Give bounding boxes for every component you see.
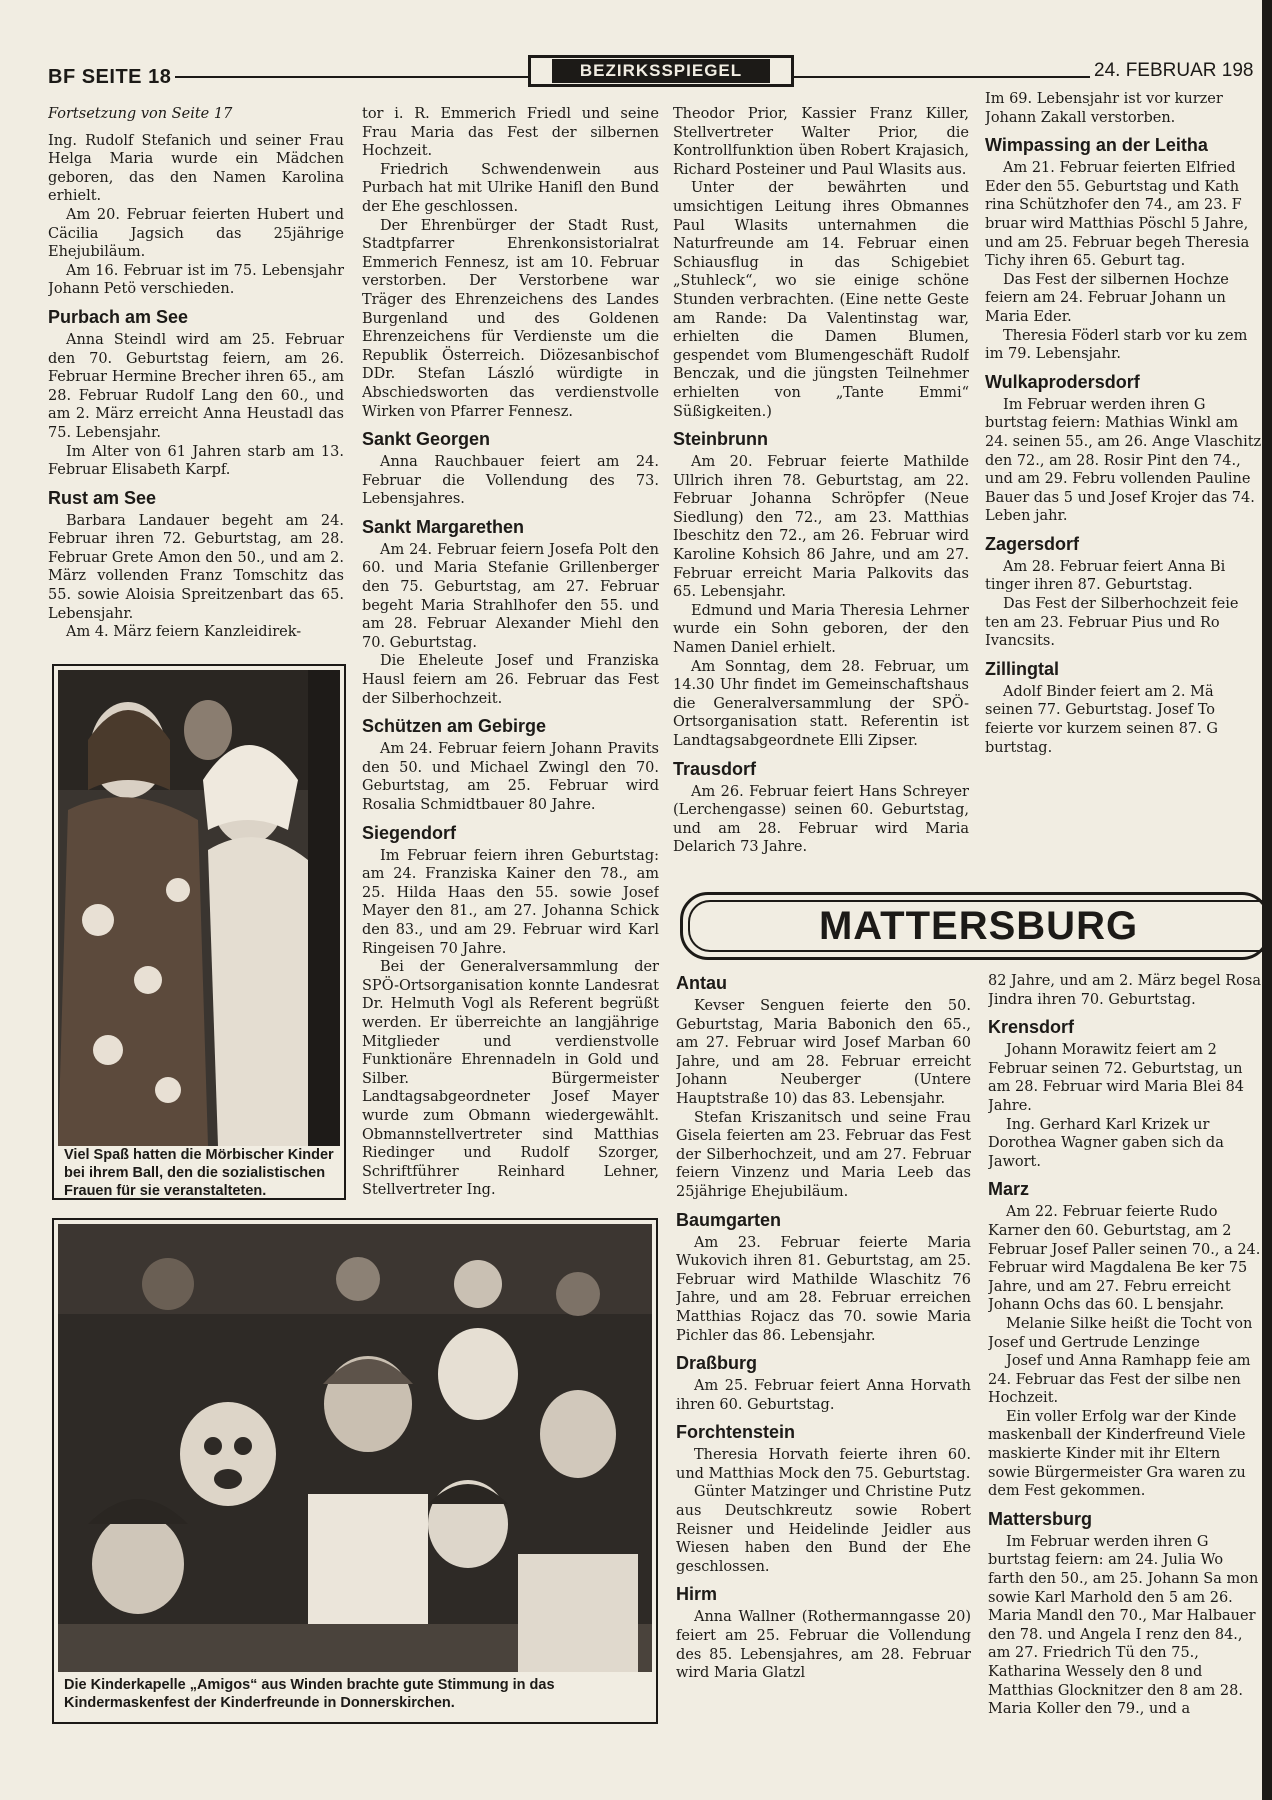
- article-paragraph: Am 21. Februar feierten Elfried Eder den 55. Geburtstag und Kath rina Schützhofer den 74., am 23. F bruar wird Matthias Pöschl 5 Jahre, und am 25. Februar begeh Theresia Tichy ihren 65. Geburt tag.: [985, 160, 1250, 270]
- article-paragraph: Stefan Kriszanitsch und seine Frau Gisela feierten am 23. Februar das Fest der Silberhochzeit, und am 27. Februar feiern Vinzenz und Maria Leeb das 25jährige Ehejubiläum.: [676, 1109, 971, 1200]
- article-paragraph: Unter der bewährten und umsichtigen Leitung ihres Obmannes Paul Wlasits unternahmen die Naturfreunde am 14. Februar einen Schiausflug in das Schigebiet „Stuhleck“, wo sie einige schöne Stunden verbrachten. (Eine nette Geste am Rande: Da Valentinstag war, erhielten die Damen Blumen, gespendet vom Blumengeschäft Rudolf Benczak, und die jüngsten Teilnehmer erhielten von „Tante Emmi“ Süßigkeiten.): [673, 180, 969, 420]
- article-paragraph: Ing. Gerhard Karl Krizek ur Dorothea Wagner gaben sich da Jawort.: [988, 1116, 1224, 1170]
- heading-schuetzen: Schützen am Gebirge: [362, 716, 547, 737]
- heading-rust: Rust am See: [48, 487, 157, 508]
- article-paragraph: Am 20. Februar feierten Hubert und Cäcilia Jagsich das 25jährige Ehejubiläum.: [48, 206, 344, 261]
- heading-sankt-margarethen: Sankt Margarethen: [362, 516, 525, 537]
- heading-zagersdorf: Zagersdorf: [985, 533, 1080, 554]
- article-paragraph: tor i. R. Emmerich Friedl und seine Frau Maria das Fest der silbernen Hochzeit.: [362, 106, 659, 160]
- heading-wimpassing: Wimpassing an der Leitha: [985, 135, 1208, 156]
- photo-caption: Die Kinderkapelle „Amigos“ aus Winden brachte gute Stimmung in das Kindermaskenfest der Kinderfreunde in Donnerskirchen.: [64, 1677, 555, 1711]
- article-paragraph: Am 20. Februar feierte Mathilde Ullrich ihren 78. Geburtstag, am 22. Februar Johanna Schröpfer (Neue Siedlung) den 72., am 23. Matthias Ibeschitz den 72., am 26. Februar wird Karoline Kohsich 86 Jahre, und am 27. Februar erreicht Maria Palkovits das 65. Lebensjahr.: [673, 454, 969, 601]
- heading-zillingtal: Zillingtal: [985, 658, 1059, 679]
- article-paragraph: Friedrich Schwendenwein aus Purbach hat mit Ulrike Hanifl den Bund der Ehe geschlossen.: [362, 161, 659, 215]
- column-6: [988, 972, 1263, 1740]
- article-paragraph: Im 69. Lebensjahr ist vor kurzer Johann Zakall verstorben.: [985, 91, 1223, 126]
- heading-marz: Marz: [988, 1179, 1030, 1200]
- photo-image: [58, 670, 340, 1146]
- header-rule-left: [175, 76, 528, 78]
- article-paragraph: Am 4. März feiern Kanzleidirek-: [66, 624, 302, 641]
- heading-baumgarten: Baumgarten: [676, 1209, 782, 1230]
- heading-antau: Antau: [676, 973, 727, 993]
- article-paragraph: Melanie Silke heißt die Tocht von Josef und Gertrude Lenzinge: [988, 1315, 1253, 1351]
- heading-sankt-georgen: Sankt Georgen: [362, 429, 491, 450]
- continued-note: Fortsetzung von Seite 17: [48, 106, 233, 122]
- heading-forchtenstein: Forchtenstein: [676, 1422, 796, 1443]
- section-title-box: [528, 55, 794, 87]
- children-costume-photo: [58, 670, 340, 1146]
- article-paragraph: Am 23. Februar feierte Maria Wukovich ihren 81. Geburtstag, am 25. Februar wird Mathilde Wlaschitz 76 Jahre, und am 28. Februar erreichen Matthias Rojacz das 70. sowie Maria Pichler das 86. Lebensjahr.: [676, 1234, 971, 1344]
- mattersburg-banner: [680, 892, 1270, 960]
- section-title: BEZIRKSSPIEGEL: [552, 59, 770, 83]
- photo-moerbisch-ball: [52, 664, 346, 1200]
- page-label: BF SEITE 18: [48, 66, 172, 88]
- article-paragraph: Am 28. Februar feiert Anna Bi tinger ihren 87. Geburtstag.: [985, 558, 1226, 594]
- article-paragraph: 82 Jahre, und am 2. März begel Rosa Jindra ihren 70. Geburtstag.: [988, 973, 1261, 1008]
- article-paragraph: Anna Rauchbauer feiert am 24. Februar die Vollendung des 73. Lebensjahres.: [362, 454, 659, 508]
- mattersburg-banner-inner: [688, 900, 1267, 952]
- article-paragraph: Das Fest der Silberhochzeit feie ten am 23. Februar Pius und Ro Ivancsits.: [985, 596, 1239, 650]
- article-paragraph: Günter Matzinger und Christine Putz aus Deutschkreutz sowie Robert Reisner und Heidelinde Jeidler aus Wiesen haben den Bund der Ehe geschlossen.: [676, 1484, 971, 1575]
- column-5: [676, 972, 971, 1740]
- column-1: [48, 105, 344, 657]
- article-paragraph: Kevser Senguen feierte den 50. Geburtstag, Maria Babonich den 65., am 27. Februar wird Josef Marban 60 Jahre, und am 28. Februar erreicht Johann Neuberger (Untere Hauptstraße 10) das 83. Lebensjahr.: [676, 998, 971, 1107]
- article-paragraph: Am 25. Februar feiert Anna Horvath ihren 60. Geburtstag.: [676, 1378, 971, 1413]
- heading-mattersburg: Mattersburg: [988, 1508, 1093, 1529]
- heading-wulkaprodersdorf: Wulkaprodersdorf: [985, 371, 1140, 392]
- heading-siegendorf: Siegendorf: [362, 822, 457, 843]
- article-paragraph: Edmund und Maria Theresia Lehrner wurde ein Sohn geboren, der den Namen Daniel erhielt.: [673, 602, 969, 657]
- masked-children-photo: [58, 1224, 652, 1672]
- article-paragraph: Theodor Prior, Kassier Franz Killer, Stellvertreter Walter Prior, die Kontrollfunktion üben Robert Krajasich, Richard Posteiner und Paul Wlasits aus.: [673, 106, 969, 178]
- article-paragraph: Am 24. Februar feiern Johann Pravits den 50. und Michael Zwingl den 70. Geburtstag, am 25. Februar wird Rosalia Schmidtbauer 80 Jahre.: [362, 741, 659, 813]
- issue-date: 24. FEBRUAR 198: [1094, 60, 1254, 81]
- article-paragraph: Am Sonntag, dem 28. Februar, um 14.30 Uhr findet im Gemeinschaftshaus die Generalversammlung der SPÖ-Ortsorganisation statt. Referentin ist Landtagsabgeordnete Elli Zipser.: [673, 658, 969, 749]
- article-paragraph: Josef und Anna Ramhapp feie am 24. Februar das Fest der silbe nen Hochzeit.: [988, 1353, 1251, 1407]
- article-paragraph: Am 26. Februar feiert Hans Schreyer (Lerchengasse) seinen 60. Geburtstag, und am 28. Februar wird Maria Delarich 73 Jahre.: [673, 783, 969, 856]
- heading-trausdorf: Trausdorf: [673, 758, 757, 779]
- article-paragraph: Barbara Landauer begeht am 24. Februar ihren 72. Geburtstag, am 28. Februar Grete Amon den 50., und am 2. März vollenden Franz Tomschitz das 55. sowie Aloisia Spreitzenbart das 65. Lebensjahr.: [48, 512, 344, 622]
- article-paragraph: Im Februar werden ihren G burtstag feiern: Mathias Winkl am 24. seinen 55., am 26. Ange Vlaschitz den 72., am 28. Rosir Pint den 74., und am 29. Febru vollenden Pauline Bauer das 5 und Josef Krojer das 74. Leben jahr.: [985, 396, 1262, 525]
- column-3: [673, 105, 969, 875]
- column-4: [985, 90, 1263, 880]
- article-paragraph: Bei der Generalversammlung der SPÖ-Ortsorganisation konnte Landesrat Dr. Helmuth Vogl als Referent begrüßt werden. Er überreichte an langjährige Mitglieder und verdienstvolle Funktionäre Ehrennadeln in Gold und Silber. Bürgermeister Landtagsabgeordneter Josef Mayer wurde zum Obmann wiedergewählt. Obmannstellvertreter sind Matthias Riedinger und Rudolf Szorger, Schriftführer Reinhard Lehner, Stellvertreter Ing.: [362, 959, 659, 1199]
- article-paragraph: Adolf Binder feiert am 2. Mä seinen 77. Geburtstag. Josef To feierte vor kurzem seinen 87. G burtstag.: [985, 683, 1218, 756]
- article-paragraph: Im Alter von 61 Jahren starb am 13. Februar Elisabeth Karpf.: [48, 443, 344, 479]
- article-paragraph: Der Ehrenbürger der Stadt Rust, Stadtpfarrer Ehrenkonsistorialrat Emmerich Fennesz, ist am 10. Februar verstorben. Der Verstorbene war Träger des Ehrenzeichens des Landes Burgenland und des Goldenen Ehrenzeichens für Verdienste um die Republik Österreich. Diözesanbischof DDr. Stefan László würdigte in Abschiedsworten das verdienstvolle Wirken von Pfarrer Fennesz.: [362, 217, 659, 420]
- article-paragraph: Theresia Föderl starb vor ku zem im 79. Lebensjahr.: [985, 327, 1248, 363]
- heading-purbach: Purbach am See: [48, 306, 189, 327]
- heading-drassburg: Draßburg: [676, 1353, 757, 1374]
- article-paragraph: Johann Morawitz feiert am 2 Februar seinen 72. Geburtstag, un am 28. Februar wird Maria Blei 84 Jahre.: [988, 1042, 1245, 1114]
- header-rule-right: [794, 76, 1090, 78]
- article-paragraph: Theresia Horvath feierte ihren 60. und Matthias Mock den 75. Geburtstag.: [676, 1447, 971, 1482]
- article-paragraph: Anna Steindl wird am 25. Februar den 70. Geburtstag feiern, am 26. Februar Hermine Brecher ihren 65., am 28. Februar Rudolf Lang den 60., und am 2. März erreicht Anna Heustadl das 75. Lebensjahr.: [48, 331, 344, 441]
- page-edge-shadow: [1262, 0, 1272, 1800]
- column-2: [362, 105, 659, 1235]
- article-paragraph: Im Februar feiern ihren Geburtstag: am 24. Franziska Kainer den 78., am 25. Hilda Haas den 55. sowie Josef Mayer den 81., am 27. Johanna Schick den 83., und am 29. Februar wird Karl Ringeisen 70 Jahre.: [362, 847, 659, 957]
- article-paragraph: Die Eheleute Josef und Franziska Hausl feiern am 26. Februar das Fest der Silberhochzeit.: [362, 653, 659, 707]
- heading-hirm: Hirm: [676, 1584, 718, 1605]
- heading-krensdorf: Krensdorf: [988, 1017, 1075, 1038]
- article-paragraph: Am 24. Februar feiern Josefa Polt den 60. und Maria Stefanie Grillenberger den 75. Geburtstag, am 27. Februar begeht Maria Strahlhofer den 55. und am 28. Februar Alexander Miehl den 70. Geburtstag.: [362, 541, 659, 651]
- article-paragraph: Am 22. Februar feierte Rudo Karner den 60. Geburtstag, am 2 Februar Josef Paller seinen 70., a 24. Februar wird Magdalena Be ker 75 Jahre, und am 27. Febru erreicht Johann Ochs das 60. L bensjahr.: [988, 1204, 1261, 1314]
- photo-caption: Viel Spaß hatten die Mörbischer Kinder bei ihrem Ball, den die sozialistischen Frauen für sie veranstalteten.: [64, 1147, 334, 1199]
- article-paragraph: Das Fest der silbernen Hochze feiern am 24. Februar Johann un Maria Eder.: [985, 271, 1229, 325]
- photo-image: [58, 1224, 652, 1672]
- article-paragraph: Anna Wallner (Rothermanngasse 20) feiert am 25. Februar die Vollendung des 85. Lebensjahres, am 28. Februar wird Maria Glatzl: [676, 1609, 971, 1682]
- article-paragraph: Ing. Rudolf Stefanich und seiner Frau Helga Maria wurde ein Mädchen geboren, das den Namen Karolina erhielt.: [48, 132, 344, 205]
- article-paragraph: Am 16. Februar ist im 75. Lebensjahr Johann Petö verschieden.: [48, 262, 344, 298]
- mattersburg-title: MATTERSBURG: [818, 903, 1139, 948]
- photo-kindermaskenfest: [52, 1218, 658, 1724]
- article-paragraph: Im Februar werden ihren G burtstag feiern: am 24. Julia Wo farth den 50., am 25. Johann Sa mon sowie Karl Marhold den 5 am 26. Maria Mandl den 70., Mar Halbauer den 78. und Angela I renz den 84., am 27. Friedrich Tü den 75., Katharina Wessely den 8 und Matthias Glocknitzer den 8 am 28. Maria Koller den 79., und a: [988, 1533, 1259, 1718]
- article-paragraph: Ein voller Erfolg war der Kinde maskenball der Kinderfreund Viele maskierte Kinder mit ihr Eltern sowie Bürgermeister Gra waren zu dem Fest gekommen.: [988, 1408, 1246, 1500]
- heading-steinbrunn: Steinbrunn: [673, 429, 768, 450]
